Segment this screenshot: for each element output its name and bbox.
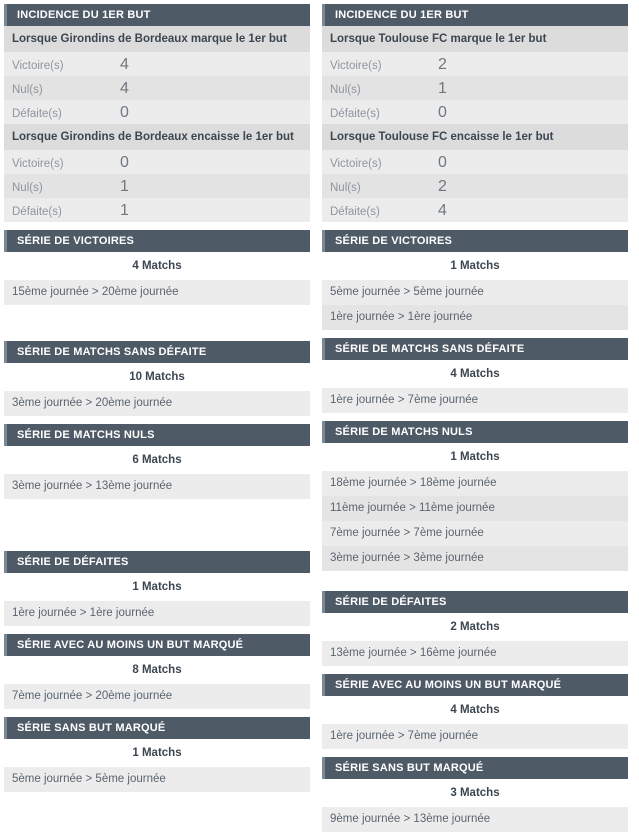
stat-label: Défaite(s) bbox=[330, 206, 380, 218]
right-column bbox=[322, 4, 628, 840]
section-header-incidence-right: INCIDENCE DU 1ER BUT bbox=[322, 4, 628, 26]
stat-row bbox=[322, 100, 628, 124]
streak-row: 5ème journée > 5ème journée bbox=[322, 280, 628, 305]
subtitle-scores-first-left: Lorsque Girondins de Bordeaux marque le 1er but bbox=[4, 26, 310, 52]
section-matchs-nuls-left bbox=[4, 424, 310, 499]
matches-count: 1 Matchs bbox=[322, 252, 628, 280]
stat-value: 4 bbox=[438, 202, 447, 219]
stat-value: 0 bbox=[438, 154, 447, 171]
stat-row bbox=[4, 52, 310, 76]
matches-count: 4 Matchs bbox=[322, 360, 628, 388]
stat-row bbox=[4, 174, 310, 198]
two-column-layout bbox=[4, 4, 635, 840]
streak-row: 7ème journée > 20ème journée bbox=[4, 684, 310, 709]
subtitle-scores-first-right: Lorsque Toulouse FC marque le 1er but bbox=[322, 26, 628, 52]
matches-count: 4 Matchs bbox=[322, 696, 628, 724]
subtitle-concedes-first-right: Lorsque Toulouse FC encaisse le 1er but bbox=[322, 124, 628, 150]
incidence-section-right bbox=[322, 4, 628, 222]
section-but-marque-right bbox=[322, 674, 628, 749]
streak-row: 18ème journée > 18ème journée bbox=[322, 471, 628, 496]
stat-value: 4 bbox=[120, 56, 129, 73]
section-header: SÉRIE DE MATCHS SANS DÉFAITE bbox=[322, 338, 628, 360]
stat-value: 1 bbox=[120, 202, 129, 219]
left-column bbox=[4, 4, 310, 800]
stat-row bbox=[4, 150, 310, 174]
streak-row: 3ème journée > 20ème journée bbox=[4, 391, 310, 416]
streak-row: 5ème journée > 5ème journée bbox=[4, 767, 310, 792]
streak-row: 7ème journée > 7ème journée bbox=[322, 521, 628, 546]
spacer bbox=[322, 579, 628, 591]
stat-value: 2 bbox=[438, 56, 447, 73]
section-header: SÉRIE DE DÉFAITES bbox=[4, 551, 310, 573]
stat-label: Victoire(s) bbox=[330, 158, 382, 170]
spacer bbox=[4, 313, 310, 341]
stat-label: Défaite(s) bbox=[12, 108, 62, 120]
incidence-section-left bbox=[4, 4, 310, 222]
matches-count: 1 Matchs bbox=[4, 573, 310, 601]
section-victoires-left bbox=[4, 230, 310, 305]
streak-row: 15ème journée > 20ème journée bbox=[4, 280, 310, 305]
stat-row bbox=[322, 174, 628, 198]
section-defaites-right bbox=[322, 591, 628, 666]
matches-count: 6 Matchs bbox=[4, 446, 310, 474]
stat-row bbox=[322, 52, 628, 76]
section-sans-but-marque-left bbox=[4, 717, 310, 792]
stat-row bbox=[322, 76, 628, 100]
streak-row: 1ère journée > 1ère journée bbox=[322, 305, 628, 330]
section-sans-defaite-left bbox=[4, 341, 310, 416]
stat-label: Nul(s) bbox=[12, 84, 43, 96]
section-defaites-left bbox=[4, 551, 310, 626]
stat-label: Nul(s) bbox=[12, 182, 43, 194]
stat-label: Victoire(s) bbox=[12, 60, 64, 72]
stat-value: 0 bbox=[120, 104, 129, 121]
stat-value: 1 bbox=[438, 80, 447, 97]
spacer bbox=[4, 507, 310, 551]
stat-value: 1 bbox=[120, 178, 129, 195]
section-but-marque-left bbox=[4, 634, 310, 709]
stat-value: 0 bbox=[120, 154, 129, 171]
stat-row bbox=[322, 150, 628, 174]
matches-count: 2 Matchs bbox=[322, 613, 628, 641]
section-header: SÉRIE SANS BUT MARQUÉ bbox=[322, 757, 628, 779]
streak-row: 11ème journée > 11ème journée bbox=[322, 496, 628, 521]
section-header: SÉRIE AVEC AU MOINS UN BUT MARQUÉ bbox=[4, 634, 310, 656]
stat-value: 4 bbox=[120, 80, 129, 97]
section-header: SÉRIE DE VICTOIRES bbox=[4, 230, 310, 252]
matches-count: 10 Matchs bbox=[4, 363, 310, 391]
section-header: SÉRIE AVEC AU MOINS UN BUT MARQUÉ bbox=[322, 674, 628, 696]
stat-row bbox=[4, 198, 310, 222]
stat-row bbox=[322, 198, 628, 222]
stat-label: Nul(s) bbox=[330, 84, 361, 96]
section-sans-but-marque-right bbox=[322, 757, 628, 832]
streak-row: 1ère journée > 7ème journée bbox=[322, 388, 628, 413]
section-header: SÉRIE SANS BUT MARQUÉ bbox=[4, 717, 310, 739]
matches-count: 4 Matchs bbox=[4, 252, 310, 280]
matches-count: 1 Matchs bbox=[322, 443, 628, 471]
section-header: SÉRIE DE MATCHS NULS bbox=[4, 424, 310, 446]
streak-row: 1ère journée > 1ère journée bbox=[4, 601, 310, 626]
section-header: SÉRIE DE MATCHS SANS DÉFAITE bbox=[4, 341, 310, 363]
section-header: SÉRIE DE MATCHS NULS bbox=[322, 421, 628, 443]
subtitle-concedes-first-left: Lorsque Girondins de Bordeaux encaisse le 1er but bbox=[4, 124, 310, 150]
streak-row: 3ème journée > 13ème journée bbox=[4, 474, 310, 499]
section-matchs-nuls-right bbox=[322, 421, 628, 571]
stat-label: Victoire(s) bbox=[12, 158, 64, 170]
streak-row: 3ème journée > 3ème journée bbox=[322, 546, 628, 571]
matches-count: 3 Matchs bbox=[322, 779, 628, 807]
section-header: SÉRIE DE VICTOIRES bbox=[322, 230, 628, 252]
section-header: SÉRIE DE DÉFAITES bbox=[322, 591, 628, 613]
matches-count: 1 Matchs bbox=[4, 739, 310, 767]
stat-value: 2 bbox=[438, 178, 447, 195]
stat-row bbox=[4, 76, 310, 100]
streak-row: 9ème journée > 13ème journée bbox=[322, 807, 628, 832]
section-sans-defaite-right bbox=[322, 338, 628, 413]
stat-label: Victoire(s) bbox=[330, 60, 382, 72]
streak-row: 13ème journée > 16ème journée bbox=[322, 641, 628, 666]
streak-row: 1ère journée > 7ème journée bbox=[322, 724, 628, 749]
stat-value: 0 bbox=[438, 104, 447, 121]
section-victoires-right bbox=[322, 230, 628, 330]
stat-label: Défaite(s) bbox=[12, 206, 62, 218]
stat-row bbox=[4, 100, 310, 124]
stat-label: Défaite(s) bbox=[330, 108, 380, 120]
section-header-incidence-left: INCIDENCE DU 1ER BUT bbox=[4, 4, 310, 26]
stat-label: Nul(s) bbox=[330, 182, 361, 194]
matches-count: 8 Matchs bbox=[4, 656, 310, 684]
